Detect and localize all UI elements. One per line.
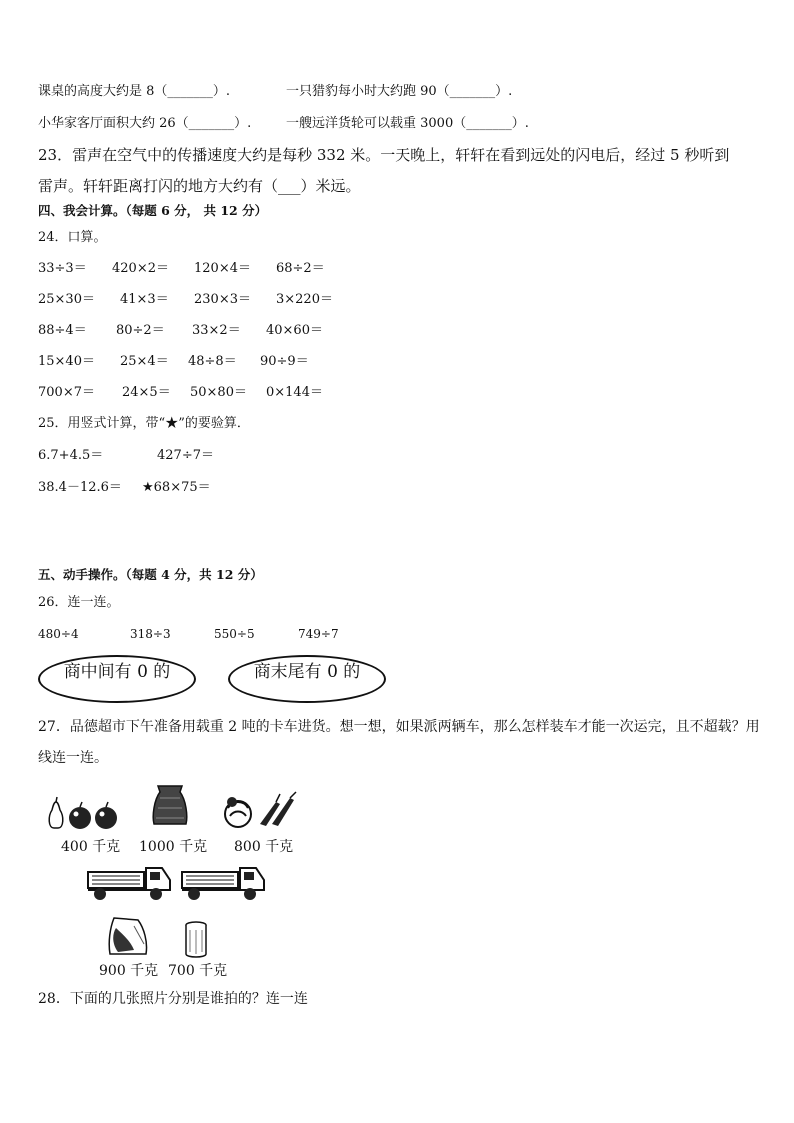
q24-item: 0×144＝ xyxy=(266,385,323,400)
q24-item: 25×4＝ xyxy=(120,354,169,369)
goods-weight-label: 800 千克 xyxy=(234,839,294,855)
q24-item: 48÷8＝ xyxy=(188,354,237,369)
q24-item: 25×30＝ xyxy=(38,292,95,307)
q27-line1: 27．品德超市下午准备用载重 2 吨的卡车进货。想一想，如果派两辆车，那么怎样装车才能一次运完，且不超载？用 xyxy=(38,719,760,735)
q24-item: 33×2＝ xyxy=(192,323,241,338)
apples-pear-icon xyxy=(46,794,126,834)
q24-item: 33÷3＝ xyxy=(38,261,87,276)
section4-title: 四、我会计算。（每题 6 分， 共 12 分） xyxy=(38,203,268,218)
q25-item: 427÷7＝ xyxy=(157,448,214,463)
oval-end-zero-label: 商末尾有 0 的 xyxy=(253,662,361,682)
bag-icon xyxy=(104,914,152,958)
goods-weight-label: 700 千克 xyxy=(168,963,228,979)
bucket-icon xyxy=(182,920,210,960)
q24-item: 88÷4＝ xyxy=(38,323,87,338)
vegetables-icon xyxy=(220,790,300,830)
q24-item: 50×80＝ xyxy=(190,385,247,400)
q24-item: 120×4＝ xyxy=(194,261,251,276)
q26-expr: 749÷7 xyxy=(298,627,339,641)
sack-icon xyxy=(150,780,190,828)
q25-item: ★68×75＝ xyxy=(142,480,211,495)
q22-line1-right: 一只猎豹每小时大约跑 90（_______）. xyxy=(286,84,513,99)
truck-icon[interactable] xyxy=(86,862,174,902)
q26-label: 26．连一连。 xyxy=(38,595,120,610)
q23-line2: 雷声。轩轩距离打闪的地方大约有（___）米远。 xyxy=(38,177,361,195)
q25-item: 38.4－12.6＝ xyxy=(38,480,122,495)
oval-end-zero[interactable] xyxy=(228,655,386,703)
q26-expr: 550÷5 xyxy=(214,627,255,641)
goods-weight-label: 900 千克 xyxy=(99,963,159,979)
truck-icon[interactable] xyxy=(180,862,268,902)
q24-item: 24×5＝ xyxy=(122,385,171,400)
q24-item: 15×40＝ xyxy=(38,354,95,369)
q24-item: 40×60＝ xyxy=(266,323,323,338)
q24-item: 3×220＝ xyxy=(276,292,333,307)
q26-expr: 318÷3 xyxy=(130,627,171,641)
goods-weight-label: 400 千克 xyxy=(61,839,121,855)
q27-line2: 线连一连。 xyxy=(38,750,108,766)
q25-label: 25．用竖式计算，带“★”的要验算． xyxy=(38,416,250,431)
q24-label: 24．口算。 xyxy=(38,230,107,245)
q22-line2-left: 小华家客厅面积大约 26（_______）. xyxy=(38,116,252,131)
q24-item: 80÷2＝ xyxy=(116,323,165,338)
oval-middle-zero-label: 商中间有 0 的 xyxy=(63,662,171,682)
q22-line1-left: 课桌的高度大约是 8（_______）. xyxy=(38,84,231,99)
q26-expr: 480÷4 xyxy=(38,627,79,641)
q22-line2-right: 一艘远洋货轮可以载重 3000（_______）. xyxy=(286,116,529,131)
q24-item: 420×2＝ xyxy=(112,261,169,276)
section5-title: 五、动手操作。（每题 4 分，共 12 分） xyxy=(38,567,263,582)
q24-item: 700×7＝ xyxy=(38,385,95,400)
q28-text: 28．下面的几张照片分别是谁拍的？连一连 xyxy=(38,991,308,1007)
q24-item: 230×3＝ xyxy=(194,292,251,307)
oval-middle-zero[interactable] xyxy=(38,655,196,703)
q24-item: 90÷9＝ xyxy=(260,354,309,369)
q24-item: 41×3＝ xyxy=(120,292,169,307)
q23-line1: 23．雷声在空气中的传播速度大约是每秒 332 米。一天晚上，轩轩在看到远处的闪电后，经过 5 秒听到 xyxy=(38,146,730,164)
q25-item: 6.7+4.5＝ xyxy=(38,448,104,463)
goods-weight-label: 1000 千克 xyxy=(139,839,208,855)
q24-item: 68÷2＝ xyxy=(276,261,325,276)
